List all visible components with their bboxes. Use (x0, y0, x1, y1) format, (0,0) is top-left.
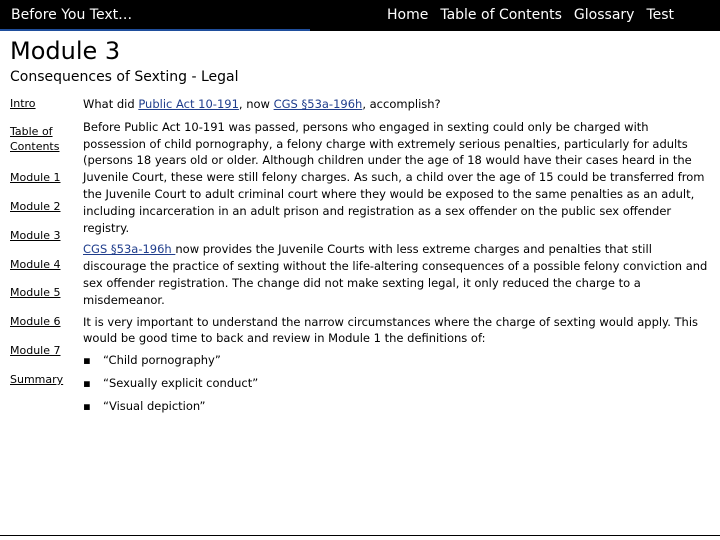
cgs-statute-link-inline[interactable]: CGS §53a-196h (83, 242, 176, 257)
page-title: Module 3 (10, 37, 121, 65)
page-subtitle: Consequences of Sexting - Legal (10, 69, 239, 85)
bullet-icon: ▪ (83, 376, 91, 391)
definition-child-pornography: “Child pornography” (103, 353, 221, 368)
top-nav (387, 7, 686, 23)
paragraph-before-act: Before Public Act 10-191 was passed, persons who engaged in sexting could only be charged with possession of child pornography, a felony charge with extremely serious penalties, particularly for adults (persons 18 years old or older. Although children under the age of 18 would have their cases heard in the Juvenile Court, these were still felony charges. As such, a child over the age of 15 could be transferred from the Juvenile Court to adult criminal court where they would be exposed to the same penalties as an adult, including incarceration in an adult prison and registration as a sex offender on the public sex offender registry. (83, 119, 705, 235)
nav-table-of-contents-link[interactable]: Table of Contents (440, 7, 562, 23)
bullet-icon: ▪ (83, 399, 91, 414)
sidebar-item-intro[interactable]: Intro (10, 97, 36, 110)
question-prefix: What did (83, 97, 139, 111)
header-bar (0, 0, 720, 31)
list-item (83, 398, 711, 421)
sidebar-item-module-6[interactable]: Module 6 (10, 315, 61, 328)
sidebar-item-module-7[interactable]: Module 7 (10, 344, 61, 357)
sidebar-item-module-1[interactable]: Module 1 (10, 171, 61, 184)
bullet-icon: ▪ (83, 353, 91, 368)
list-item (83, 375, 711, 398)
question-middle: , now (238, 97, 274, 111)
public-act-link[interactable]: Public Act 10-191 (138, 97, 239, 111)
sidebar-item-module-2[interactable]: Module 2 (10, 200, 61, 213)
sidebar-item-module-3[interactable]: Module 3 (10, 229, 61, 242)
definition-visual-depiction: “Visual depiction” (103, 399, 206, 414)
nav-home-link[interactable]: Home (387, 7, 429, 23)
nav-glossary-link[interactable]: Glossary (573, 7, 635, 23)
paragraph-narrow-circumstances: It is very important to understand the narrow circumstances where the charge of sexting would apply. This would be good time to back and review in Module 1 the definitions of: (83, 314, 699, 346)
paragraph-cgs-provides (83, 241, 711, 308)
definitions-list (83, 352, 711, 421)
list-item (83, 352, 711, 375)
course-title: Before You Text… (11, 7, 133, 23)
sidebar-item-module-4[interactable]: Module 4 (10, 258, 61, 271)
nav-test-link[interactable]: Test (646, 7, 675, 23)
question-suffix: , accomplish? (362, 97, 441, 111)
cgs-statute-link[interactable]: CGS §53a-196h (273, 97, 363, 111)
definition-sexually-explicit-conduct: “Sexually explicit conduct” (103, 376, 259, 391)
question-text (83, 96, 711, 113)
paragraph-cgs-text: now provides the Juvenile Courts with less extreme charges and penalties that still discourage the practice of sexting without the life-altering consequences of a possible felony conviction and sex offender registration. The change did not make sexting legal, it only reduced the charge to a misdemeanor. (83, 242, 708, 307)
main-content (83, 96, 711, 421)
bottom-divider (0, 535, 720, 536)
header-accent-line (0, 29, 310, 31)
sidebar-item-module-5[interactable]: Module 5 (10, 286, 61, 299)
sidebar-item-table-of-contents[interactable]: Table of Contents (10, 125, 60, 153)
sidebar-item-summary[interactable]: Summary (10, 373, 64, 386)
